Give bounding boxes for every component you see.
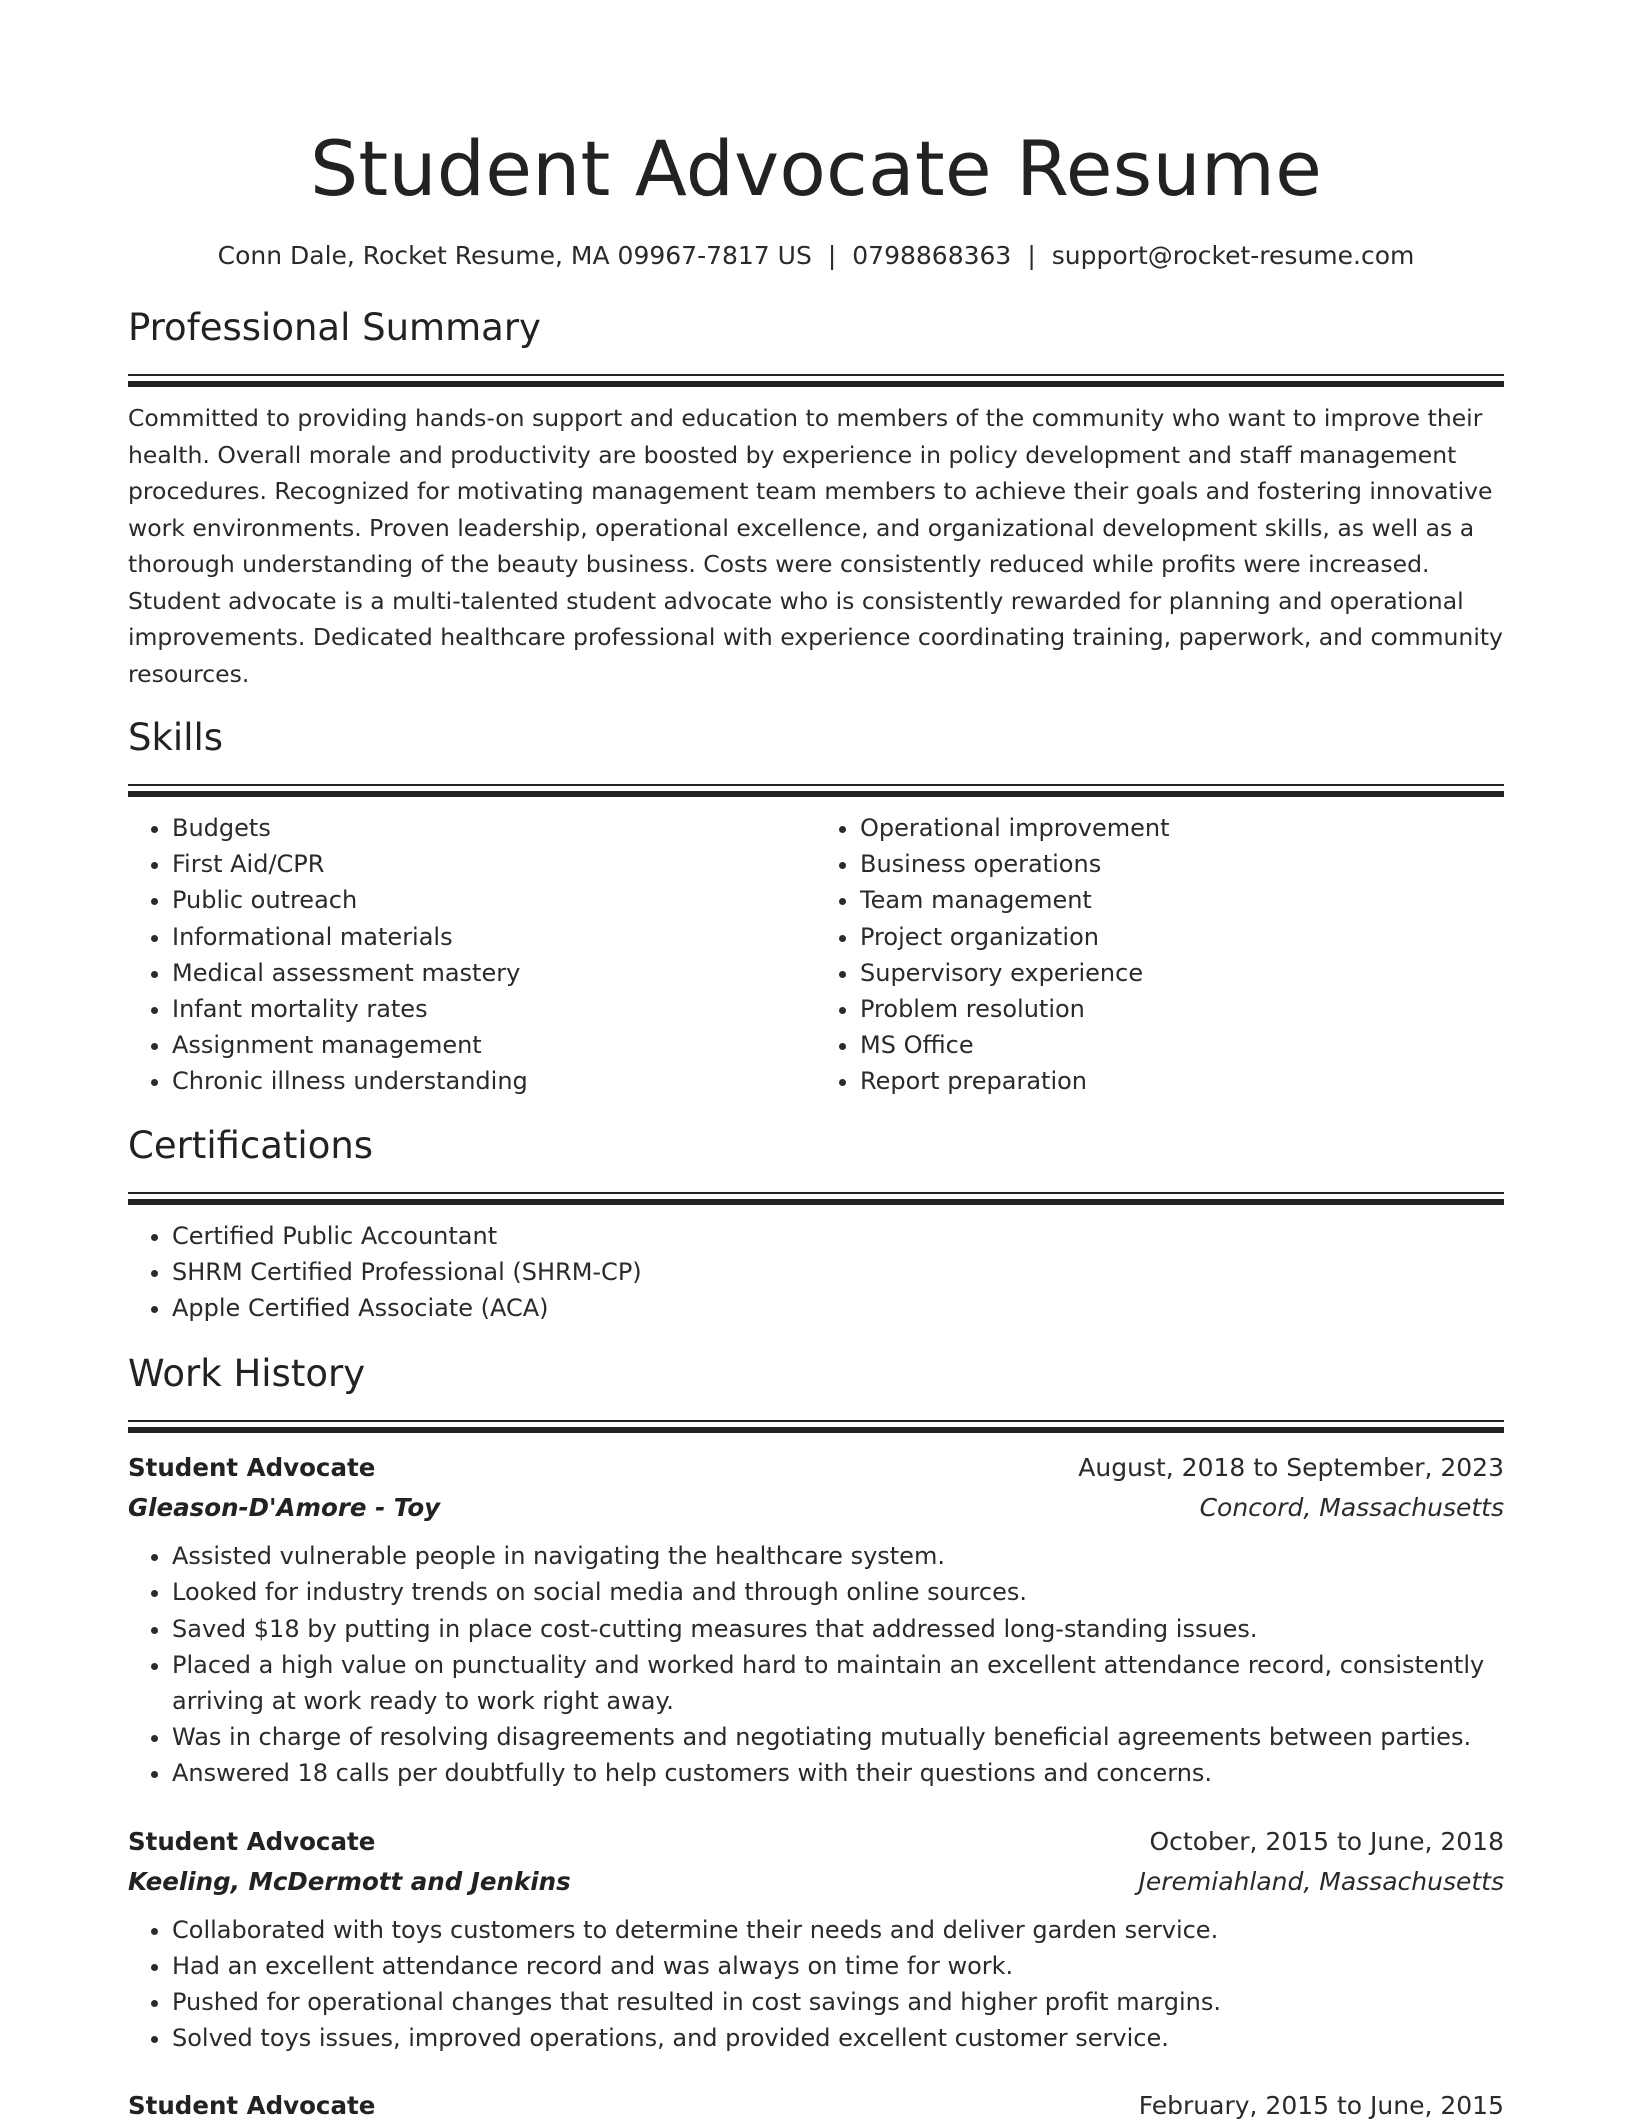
job-entry	[128, 1822, 1504, 2057]
section-divider	[128, 374, 1504, 388]
work-history-heading: Work History	[128, 1352, 366, 1396]
skill-item: • Chronic illness understanding	[172, 1063, 816, 1099]
job-dates: August, 2018 to September, 2023	[1078, 1453, 1504, 1483]
job-company-row	[128, 1862, 1504, 1902]
job-company: Keeling, McDermott and Jenkins	[128, 1866, 571, 1896]
job-title: Student Advocate	[128, 2091, 376, 2121]
job-entry	[128, 2086, 1504, 2126]
contact-address: Conn Dale, Rocket Resume, MA 09967-7817 US	[217, 241, 812, 270]
job-header-row	[128, 1448, 1504, 1488]
skill-item: • First Aid/CPR	[172, 846, 816, 882]
job-duty: • Answered 18 calls per doubtfully to help customers with their questions and concerns.	[172, 1755, 1504, 1791]
job-dates: October, 2015 to June, 2018	[1149, 1826, 1504, 1856]
job-duty: • Saved $18 by putting in place cost-cutting measures that addressed long-standing issues.	[172, 1611, 1504, 1647]
skill-item: • MS Office	[860, 1027, 1504, 1063]
job-duties-list	[128, 1538, 1504, 1791]
job-header-row	[128, 1822, 1504, 1862]
certification-item: • Certified Public Accountant	[172, 1218, 1504, 1254]
summary-text: Committed to providing hands-on support and education to members of the community who want to improve their health. Overall morale and productivity are boosted by experience in policy development and staff management procedures. Recognized for motivating management team members to achieve their goals and fostering innovative work environments. Proven leadership, operational excellence, and organizational development skills, as well as a thorough understanding of the beauty business. Costs were consistently reduced while profits were increased. Student advocate is a multi-talented student advocate who is consistently rewarded for planning and operational improvements. Dedicated healthcare professional with experience coordinating training, paperwork, and community resources.	[128, 404, 1503, 688]
contact-line	[128, 236, 1504, 276]
job-dates: February, 2015 to June, 2015	[1138, 2091, 1504, 2121]
job-duty: • Was in charge of resolving disagreements and negotiating mutually beneficial agreements between parties.	[172, 1719, 1504, 1755]
certifications-heading: Certifications	[128, 1123, 374, 1167]
summary-section	[128, 302, 1504, 692]
skills-heading: Skills	[128, 716, 224, 759]
skill-item: • Public outreach	[172, 882, 816, 918]
certifications-section	[128, 1120, 1504, 1327]
skill-item: • Problem resolution	[860, 991, 1504, 1027]
resume-page	[128, 0, 1504, 2126]
skill-item: • Supervisory experience	[860, 955, 1504, 991]
job-duty: • Had an excellent attendance record and was always on time for work.	[172, 1948, 1504, 1984]
section-divider	[128, 784, 1504, 798]
job-duty: • Collaborated with toys customers to determine their needs and deliver garden service.	[172, 1912, 1504, 1948]
skill-item: • Infant mortality rates	[172, 991, 816, 1027]
job-location: Jeremiahland, Massachusetts	[1138, 1866, 1504, 1896]
job-duty: • Pushed for operational changes that resulted in cost savings and higher profit margins.	[172, 1984, 1504, 2020]
skill-item: • Project organization	[860, 919, 1504, 955]
job-location: Concord, Massachusetts	[1199, 1493, 1504, 1523]
contact-phone: 0798868363	[852, 241, 1012, 270]
skills-section	[128, 712, 1504, 1100]
skills-list-right	[816, 810, 1504, 1100]
skill-item: • Informational materials	[172, 919, 816, 955]
skill-item: • Budgets	[172, 810, 816, 846]
job-company-row	[128, 1488, 1504, 1528]
contact-separator: |	[827, 241, 837, 270]
job-title: Student Advocate	[128, 1826, 376, 1856]
job-duty: • Solved toys issues, improved operations, and provided excellent customer service.	[172, 2020, 1504, 2056]
resume-title: Student Advocate Resume	[309, 124, 1323, 213]
skill-item: • Business operations	[860, 846, 1504, 882]
certifications-list	[128, 1218, 1504, 1327]
work-history-section	[128, 1348, 1504, 2126]
job-duty: • Assisted vulnerable people in navigating the healthcare system.	[172, 1538, 1504, 1574]
section-divider	[128, 1420, 1504, 1434]
skill-item: • Report preparation	[860, 1063, 1504, 1099]
job-duty: • Placed a high value on punctuality and worked hard to maintain an excellent attendance record, consistently arriving at work ready to work right away.	[172, 1647, 1504, 1719]
job-duties-list	[128, 1912, 1504, 2057]
job-entry	[128, 1448, 1504, 1791]
skill-item: • Team management	[860, 882, 1504, 918]
contact-separator: |	[1027, 241, 1036, 270]
skills-list-left	[128, 810, 816, 1100]
skills-columns	[128, 810, 1504, 1100]
job-company: Gleason-D'Amore - Toy	[128, 1493, 441, 1523]
certification-item: • SHRM Certified Professional (SHRM-CP)	[172, 1254, 1504, 1290]
skill-item: • Medical assessment mastery	[172, 955, 816, 991]
summary-heading: Professional Summary	[128, 306, 541, 349]
job-header-row	[128, 2086, 1504, 2126]
job-duty: • Looked for industry trends on social media and through online sources.	[172, 1574, 1504, 1610]
skill-item: • Operational improvement	[860, 810, 1504, 846]
skill-item: • Assignment management	[172, 1027, 816, 1063]
contact-email: support@rocket-resume.com	[1051, 241, 1415, 270]
job-title: Student Advocate	[128, 1453, 376, 1483]
certification-item: • Apple Certified Associate (ACA)	[172, 1290, 1504, 1326]
section-divider	[128, 1192, 1504, 1206]
